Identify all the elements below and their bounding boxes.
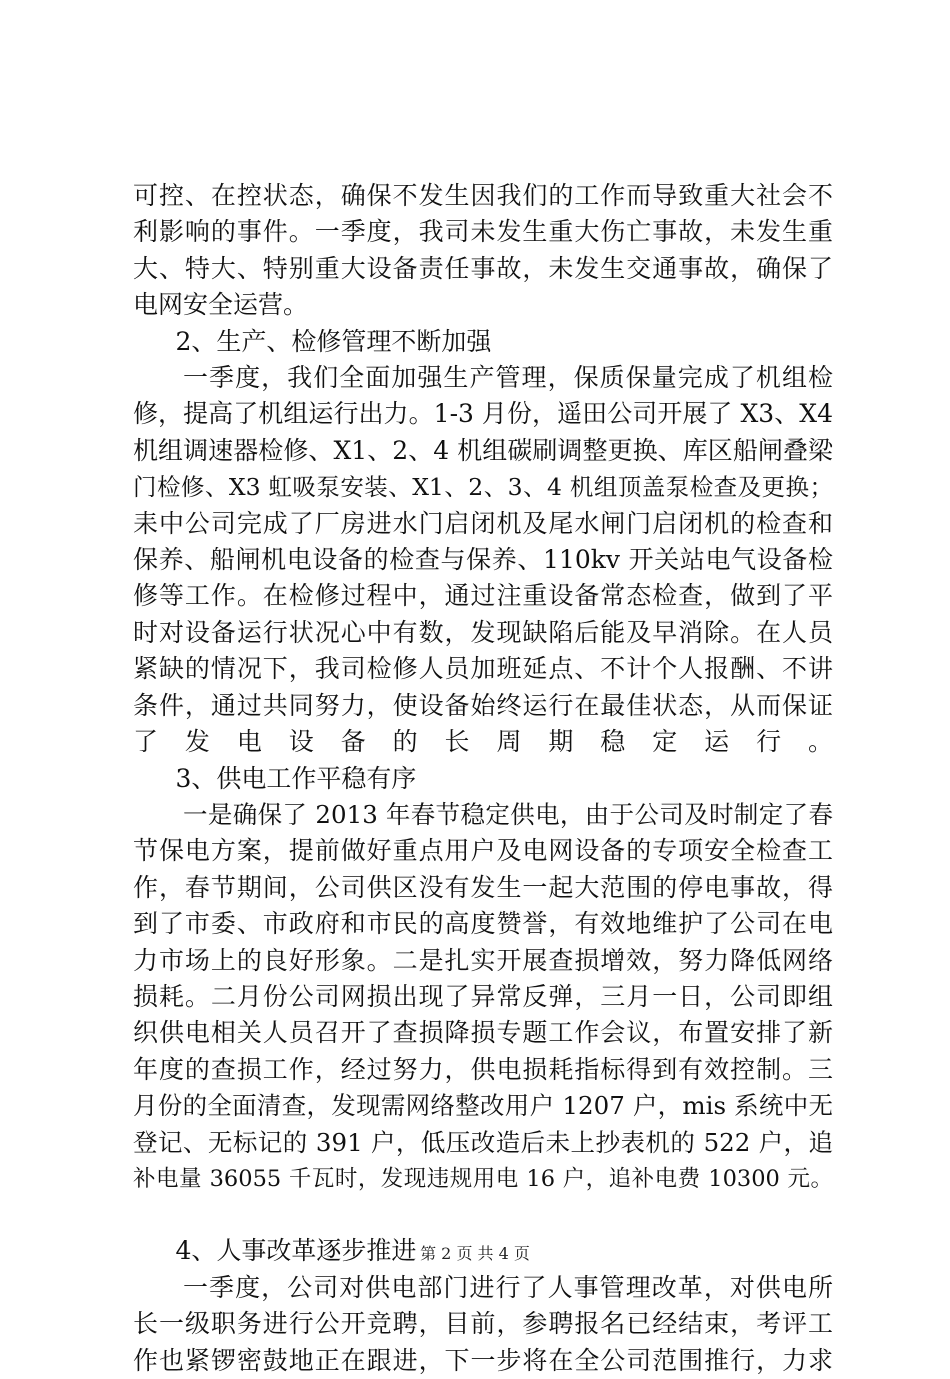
text-line: 机组调速器检修、X1、2、4 机组碳刷调整更换、库区船闸叠梁 <box>133 435 833 465</box>
text-line: 修等工作。在检修过程中，通过注重设备常态检查，做到了平 <box>133 581 833 611</box>
text-line: 大、特大、特别重大设备责任事故，未发生交通事故，确保了 <box>133 253 833 283</box>
text-line: 一季度，我们全面加强生产管理，保质保量完成了机组检 <box>183 363 833 393</box>
text-line: 电网安全运营。 <box>133 290 309 320</box>
paragraph-power-supply <box>133 797 833 1197</box>
text-line: 补电量 36055 千瓦时，发现违规用电 16 户，追补电费 10300 元。 <box>133 1165 833 1192</box>
text-line: 一是确保了 2013 年春节稳定供电，由于公司及时制定了春 <box>183 799 833 829</box>
text-line: 月份的全面清查，发现需网络整改用户 1207 户，mis 系统中无 <box>133 1091 833 1121</box>
section-heading-production: 2、生产、检修管理不断加强 <box>175 326 492 356</box>
paragraph-gap <box>133 1197 833 1233</box>
document-body <box>133 178 833 1379</box>
text-line: 年度的查损工作，经过努力，供电损耗指标得到有效控制。三 <box>133 1054 833 1084</box>
section-heading-power-supply: 3、供电工作平稳有序 <box>175 763 417 793</box>
text-line: 修，提高了机组运行出力。1-3 月份，遥田公司开展了 X3、X4 <box>133 399 833 429</box>
text-line: 到了市委、市政府和市民的高度赞誉，有效地维护了公司在电 <box>133 909 833 939</box>
section-heading-hr-reform: 4、人事改革逐步推进 <box>175 1236 417 1266</box>
text-line: 损耗。二月份公司网损出现了异常反弹，三月一日，公司即组 <box>133 981 833 1011</box>
text-line: 门检修、X3 虹吸泵安装、X1、2、3、4 机组顶盖泵检查及更换； <box>133 473 833 502</box>
text-line: 了发电设备的长周期稳定运行。 <box>133 727 833 757</box>
text-line: 保养、船闸机电设备的检查与保养、110kv 开关站电气设备检 <box>133 545 833 575</box>
text-line: 一季度，公司对供电部门进行了人事管理改革，对供电所 <box>183 1272 833 1302</box>
text-line: 时对设备运行状况心中有数，发现缺陷后能及早消除。在人员 <box>133 617 833 647</box>
text-line: 作，春节期间，公司供区没有发生一起大范围的停电事故，得 <box>133 872 833 902</box>
text-line: 紧缺的情况下，我司检修人员加班延点、不计个人报酬、不讲 <box>133 654 833 684</box>
paragraph-hr-reform <box>133 1270 833 1379</box>
paragraph-safety-continued <box>133 178 833 324</box>
page-footer: 第 2 页 共 4 页 <box>420 1244 530 1263</box>
text-line: 作也紧锣密鼓地正在跟进，下一步将在全公司范围推行，力求 <box>133 1345 833 1375</box>
text-line: 织供电相关人员召开了查损降损专题工作会议，布置安排了新 <box>133 1018 833 1048</box>
text-line: 节保电方案，提前做好重点用户及电网设备的专项安全检查工 <box>133 836 833 866</box>
text-line: 耒中公司完成了厂房进水门启闭机及尾水闸门启闭机的检查和 <box>133 508 833 538</box>
text-line: 力市场上的良好形象。二是扎实开展查损增效，努力降低网络 <box>133 945 833 975</box>
text-line: 登记、无标记的 391 户，低压改造后未上抄表机的 522 户，追 <box>133 1127 833 1157</box>
text-line: 长一级职务进行公开竞聘，目前，参聘报名已经结束，考评工 <box>133 1309 833 1339</box>
text-line: 可控、在控状态，确保不发生因我们的工作而导致重大社会不 <box>133 181 833 210</box>
text-line: 条件，通过共同努力，使设备始终运行在最佳状态，从而保证 <box>133 690 833 720</box>
paragraph-production <box>133 360 833 760</box>
text-line: 利影响的事件。一季度，我司未发生重大伤亡事故，未发生重 <box>133 217 833 247</box>
